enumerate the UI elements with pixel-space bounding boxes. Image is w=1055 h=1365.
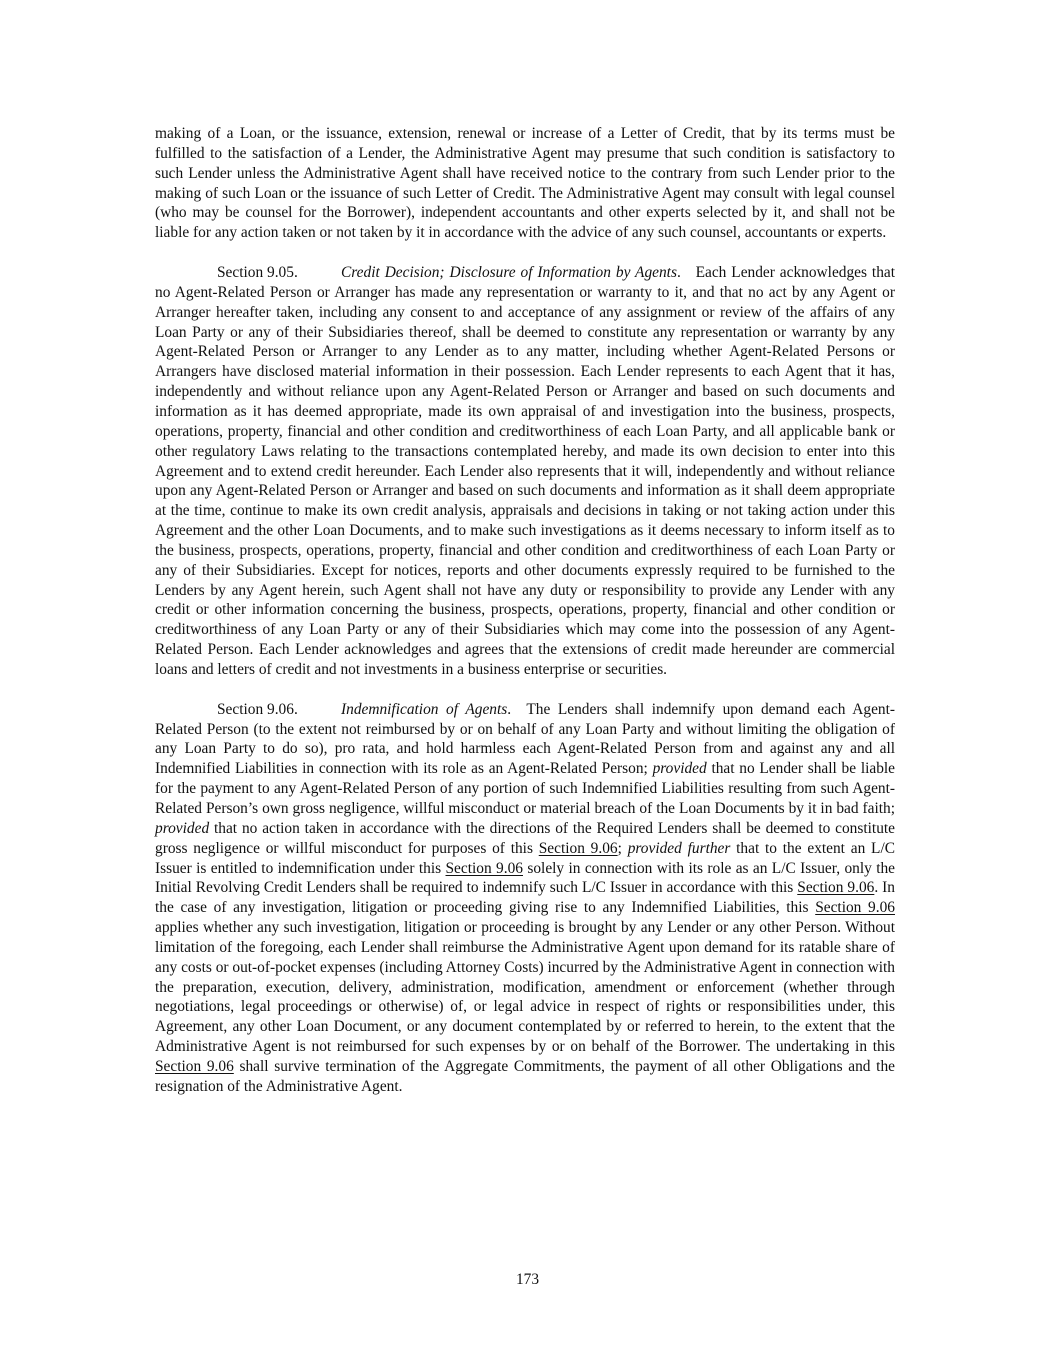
- section-9-06-paragraph: [155, 700, 895, 1097]
- section-body-text: solely in connection with its role as an L/C Issuer, only the Initial Revolving Credit Lenders shall be required to indemnify such L/C Issuer in accordance with this: [155, 859, 896, 897]
- section-cross-reference: Section 9.06: [815, 899, 895, 917]
- section-body-text: that no Lender shall be liable for the payment to any Agent-Related Person of any portion of such Indemnified Liabilities resulting from such Agent-Related Person’s own gross negligence, willful misconduct or material breach of the Loan Documents by it in bad faith;: [155, 760, 895, 817]
- section-cross-reference: Section 9.06: [155, 1057, 234, 1075]
- section-9-05-paragraph: [155, 263, 895, 680]
- section-body-text: that no action taken in accordance with the directions of the Required Lenders shall be deemed to constitute gross negligence or willful misconduct for purposes of this: [155, 819, 895, 857]
- section-body-text: . In the case of any investigation, litigation or proceeding giving rise to any Indemnified Liabilities, this: [155, 879, 895, 917]
- section-body-text: applies whether any such investigation, litigation or proceeding is brought by any Lender or any other Person. Without limitation of the foregoing, each Lender shall reimburse the Administrative Agent upon demand for its ratable share of any costs or out-of-pocket expenses (including Attorney Costs) incurred by the Administrative Agent in connection with the preparation, execution, delivery, administration, modification, amendment or enforcement (whether through negotiations, legal proceedings or otherwise) of, or legal advice in respect of rights or responsibilities under, this Agreement, any other Loan Document, or any document contemplated by or referred to herein, to the extent that the Administrative Agent is not reimbursed for such expenses by or on behalf of the Borrower. The undertaking in this: [155, 919, 895, 1056]
- section-cross-reference: Section 9.06: [797, 879, 875, 897]
- section-cross-reference: Section 9.06: [445, 859, 523, 877]
- provided-term: provided: [652, 760, 707, 778]
- section-title-period: .: [507, 700, 512, 718]
- section-number: Section 9.05.: [217, 264, 298, 282]
- section-body-text: The Lenders shall indemnify upon demand each Agent-Related Person (to the extent not reimbursed by or on behalf of any Loan Party and without limiting the obligation of any Loan Party to do so), pro rata, and hold harmless each Agent-Related Person from and against any and all Indemnified Liabilities in connection with its role as an Agent-Related Person;: [155, 700, 895, 778]
- document-page: [155, 124, 895, 1097]
- continuation-paragraph: making of a Loan, or the issuance, extension, renewal or increase of a Letter of Credit, that by its terms must be fulfilled to the satisfaction of a Lender, the Administrative Agent may presume that such condition is satisfactory to such Lender unless the Administrative Agent shall have received notice to the contrary from such Lender prior to the making of such Loan or the issuance of such Letter of Credit. The Administrative Agent may consult with legal counsel (who may be counsel for the Borrower), independent accountants and other experts selected by it, and shall not be liable for any action taken or not taken by it in accordance with the advice of any such counsel, accountants or experts.: [155, 125, 895, 242]
- section-title: Indemnification of Agents: [341, 700, 508, 718]
- page-number: 173: [515, 1271, 540, 1288]
- provided-further-term: provided further: [627, 839, 731, 857]
- section-title: Credit Decision; Disclosure of Information by Agents: [341, 264, 677, 282]
- section-cross-reference: Section 9.06: [538, 839, 618, 857]
- section-number: Section 9.06.: [217, 700, 298, 718]
- section-body: Each Lender acknowledges that no Agent-Related Person or Arranger has made any representation or warranty to it, and that no act by any Agent or Arranger hereafter taken, including any consent to and acceptance of any assignment or review of the affairs of any Loan Party or any of their Subsidiaries thereof, shall be deemed to constitute any representation or warranty by any Agent-Related Person or Arranger to any Lender as to any matter, including whether Agent-Related Persons or Arrangers have disclosed material information in their possession. Each Lender represents to each Agent that it has, independently and without reliance upon any Agent-Related Person or Arranger and based on such documents and information as it has deemed appropriate, made its own appraisal of and investigation into the business, prospects, operations, property, financial and other condition and creditworthiness of each Loan Party, and all applicable bank or other regulatory Laws relating to the transactions contemplated hereby, and made its own decision to enter into this Agreement and to extend credit hereunder. Each Lender also represents that it will, independently and without reliance upon any Agent-Related Person or Arranger and based on such documents and information as it shall deem appropriate at the time, continue to make its own credit analysis, appraisals and decisions in taking or not taking action under this Agreement and the other Loan Documents, and to make such investigations as it deems necessary to inform itself as to the business, prospects, operations, property, financial and other condition and creditworthiness of each Loan Party or any of their Subsidiaries. Except for notices, reports and other documents expressly required to be furnished to the Lenders by any Agent herein, such Agent shall not have any duty or responsibility to provide any Lender with any credit or other information concerning the business, prospects, operations, property, financial and other condition or creditworthiness of any Loan Party or any of their Subsidiaries which may come into the possession of any Agent-Related Person. Each Lender acknowledges and agrees that the extensions of credit made hereunder are commercial loans and letters of credit and not investments in a business enterprise or securities.: [155, 264, 895, 678]
- section-title-period: .: [676, 264, 681, 282]
- section-body-text: shall survive termination of the Aggregate Commitments, the payment of all other Obligations and the resignation of the Administrative Agent.: [155, 1057, 895, 1095]
- section-body-text: ;: [617, 839, 628, 857]
- section-body-text: that to the extent an L/C Issuer is entitled to indemnification under this: [155, 839, 895, 877]
- provided-term: provided: [155, 819, 210, 837]
